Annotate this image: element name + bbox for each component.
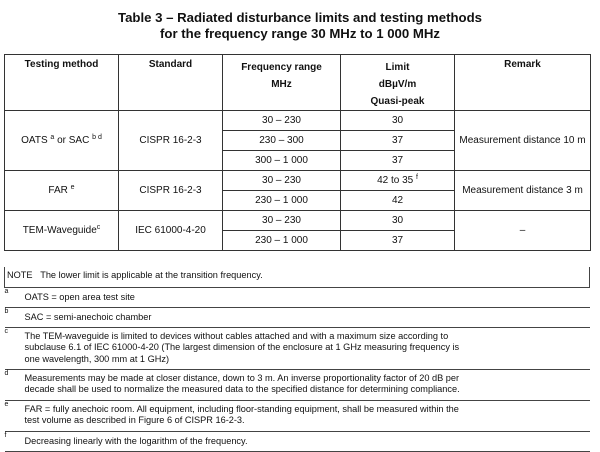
footnote-text: The TEM-waveguide is limited to devices without cables attached and with a maximum size according to subclause 6.1 of IEC 61000-4-20 (The largest dimension of the enclosure at 1 GHz measuring frequency is one wavelength, 300 mm at 1 GHz) — [25, 327, 590, 369]
limits-table — [4, 54, 591, 251]
footnote-text: SAC = semi-anechoic chamber — [25, 307, 590, 327]
limit-cell: 42 to 35 $^f$ — [341, 171, 455, 191]
frequency-cell: 230 – 300 — [223, 131, 341, 151]
frequency-cell: 230 – 1 000 — [223, 231, 341, 251]
footnote-text: OATS = open area test site — [25, 287, 590, 307]
header-frequency-unit: MHz — [271, 79, 292, 90]
frequency-cell: 30 – 230 — [223, 211, 341, 231]
footnote-row — [5, 287, 590, 307]
limit-cell: 37 — [341, 151, 455, 171]
header-standard: Standard — [119, 55, 223, 111]
table-row — [5, 111, 591, 131]
frequency-cell: 300 – 1 000 — [223, 151, 341, 171]
remark-cell: Measurement distance 10 m — [455, 111, 591, 171]
frequency-cell: 230 – 1 000 — [223, 191, 341, 211]
header-frequency-label: Frequency range — [241, 62, 322, 73]
footnote-row — [5, 369, 590, 400]
table-title: Table 3 – Radiated disturbance limits and testing methods — [118, 10, 482, 25]
limit-cell: 37 — [341, 131, 455, 151]
frequency-cell: 30 – 230 — [223, 111, 341, 131]
method-tem-waveguide: TEM-Waveguide$^c$ — [5, 211, 119, 251]
limit-cell: 30 — [341, 211, 455, 231]
standard-cell: CISPR 16-2-3 — [119, 171, 223, 211]
header-remark: Remark — [455, 55, 591, 111]
footnote-label: b — [5, 307, 25, 327]
note-row — [5, 267, 590, 287]
footnote-label: d — [5, 369, 25, 400]
footnote-text: FAR = fully anechoic room. All equipment, including floor-standing equipment, shall be measured within the test volume as described in Figure 6 of CISPR 16-2-3. — [25, 400, 590, 431]
general-note: NOTE The lower limit is applicable at the transition frequency. — [5, 267, 590, 287]
header-frequency-range — [223, 55, 341, 111]
limit-cell: 30 — [341, 111, 455, 131]
table-row — [5, 211, 591, 231]
standard-cell: CISPR 16-2-3 — [119, 111, 223, 171]
limit-cell: 37 — [341, 231, 455, 251]
footnote-label: a — [5, 287, 25, 307]
remark-cell: Measurement distance 3 m — [455, 171, 591, 211]
method-far: FAR $^e$ — [5, 171, 119, 211]
table-subtitle: for the frequency range 30 MHz to 1 000 MHz — [160, 26, 440, 41]
footnote-row — [5, 307, 590, 327]
footnote-row — [5, 327, 590, 369]
standard-cell: IEC 61000-4-20 — [119, 211, 223, 251]
table-row — [5, 171, 591, 191]
header-testing-method: Testing method — [5, 55, 119, 111]
header-limit-detector: Quasi-peak — [370, 96, 425, 107]
notes-table — [4, 267, 590, 452]
header-row — [5, 55, 591, 111]
footnote-label: c — [5, 327, 25, 369]
method-oats-sac: OATS $^a$ or SAC $^{b d}$ — [5, 111, 119, 171]
remark-cell: – — [455, 211, 591, 251]
header-limit-label: Limit — [385, 62, 410, 73]
footnote-text: Decreasing linearly with the logarithm of the frequency. — [25, 431, 590, 451]
header-limit-unit: dBµV/m — [378, 79, 417, 90]
limit-cell: 42 — [341, 191, 455, 211]
footnote-row — [5, 431, 590, 451]
footnote-row — [5, 400, 590, 431]
footnote-label: e — [5, 400, 25, 431]
header-limit — [341, 55, 455, 111]
footnote-label: f — [5, 431, 25, 451]
footnote-text: Measurements may be made at closer distance, down to 3 m. An inverse proportionality factor of 20 dB per decade shall be used to normalize the measured data to the specified distance for determining compliance. — [25, 369, 590, 400]
frequency-cell: 30 – 230 — [223, 171, 341, 191]
